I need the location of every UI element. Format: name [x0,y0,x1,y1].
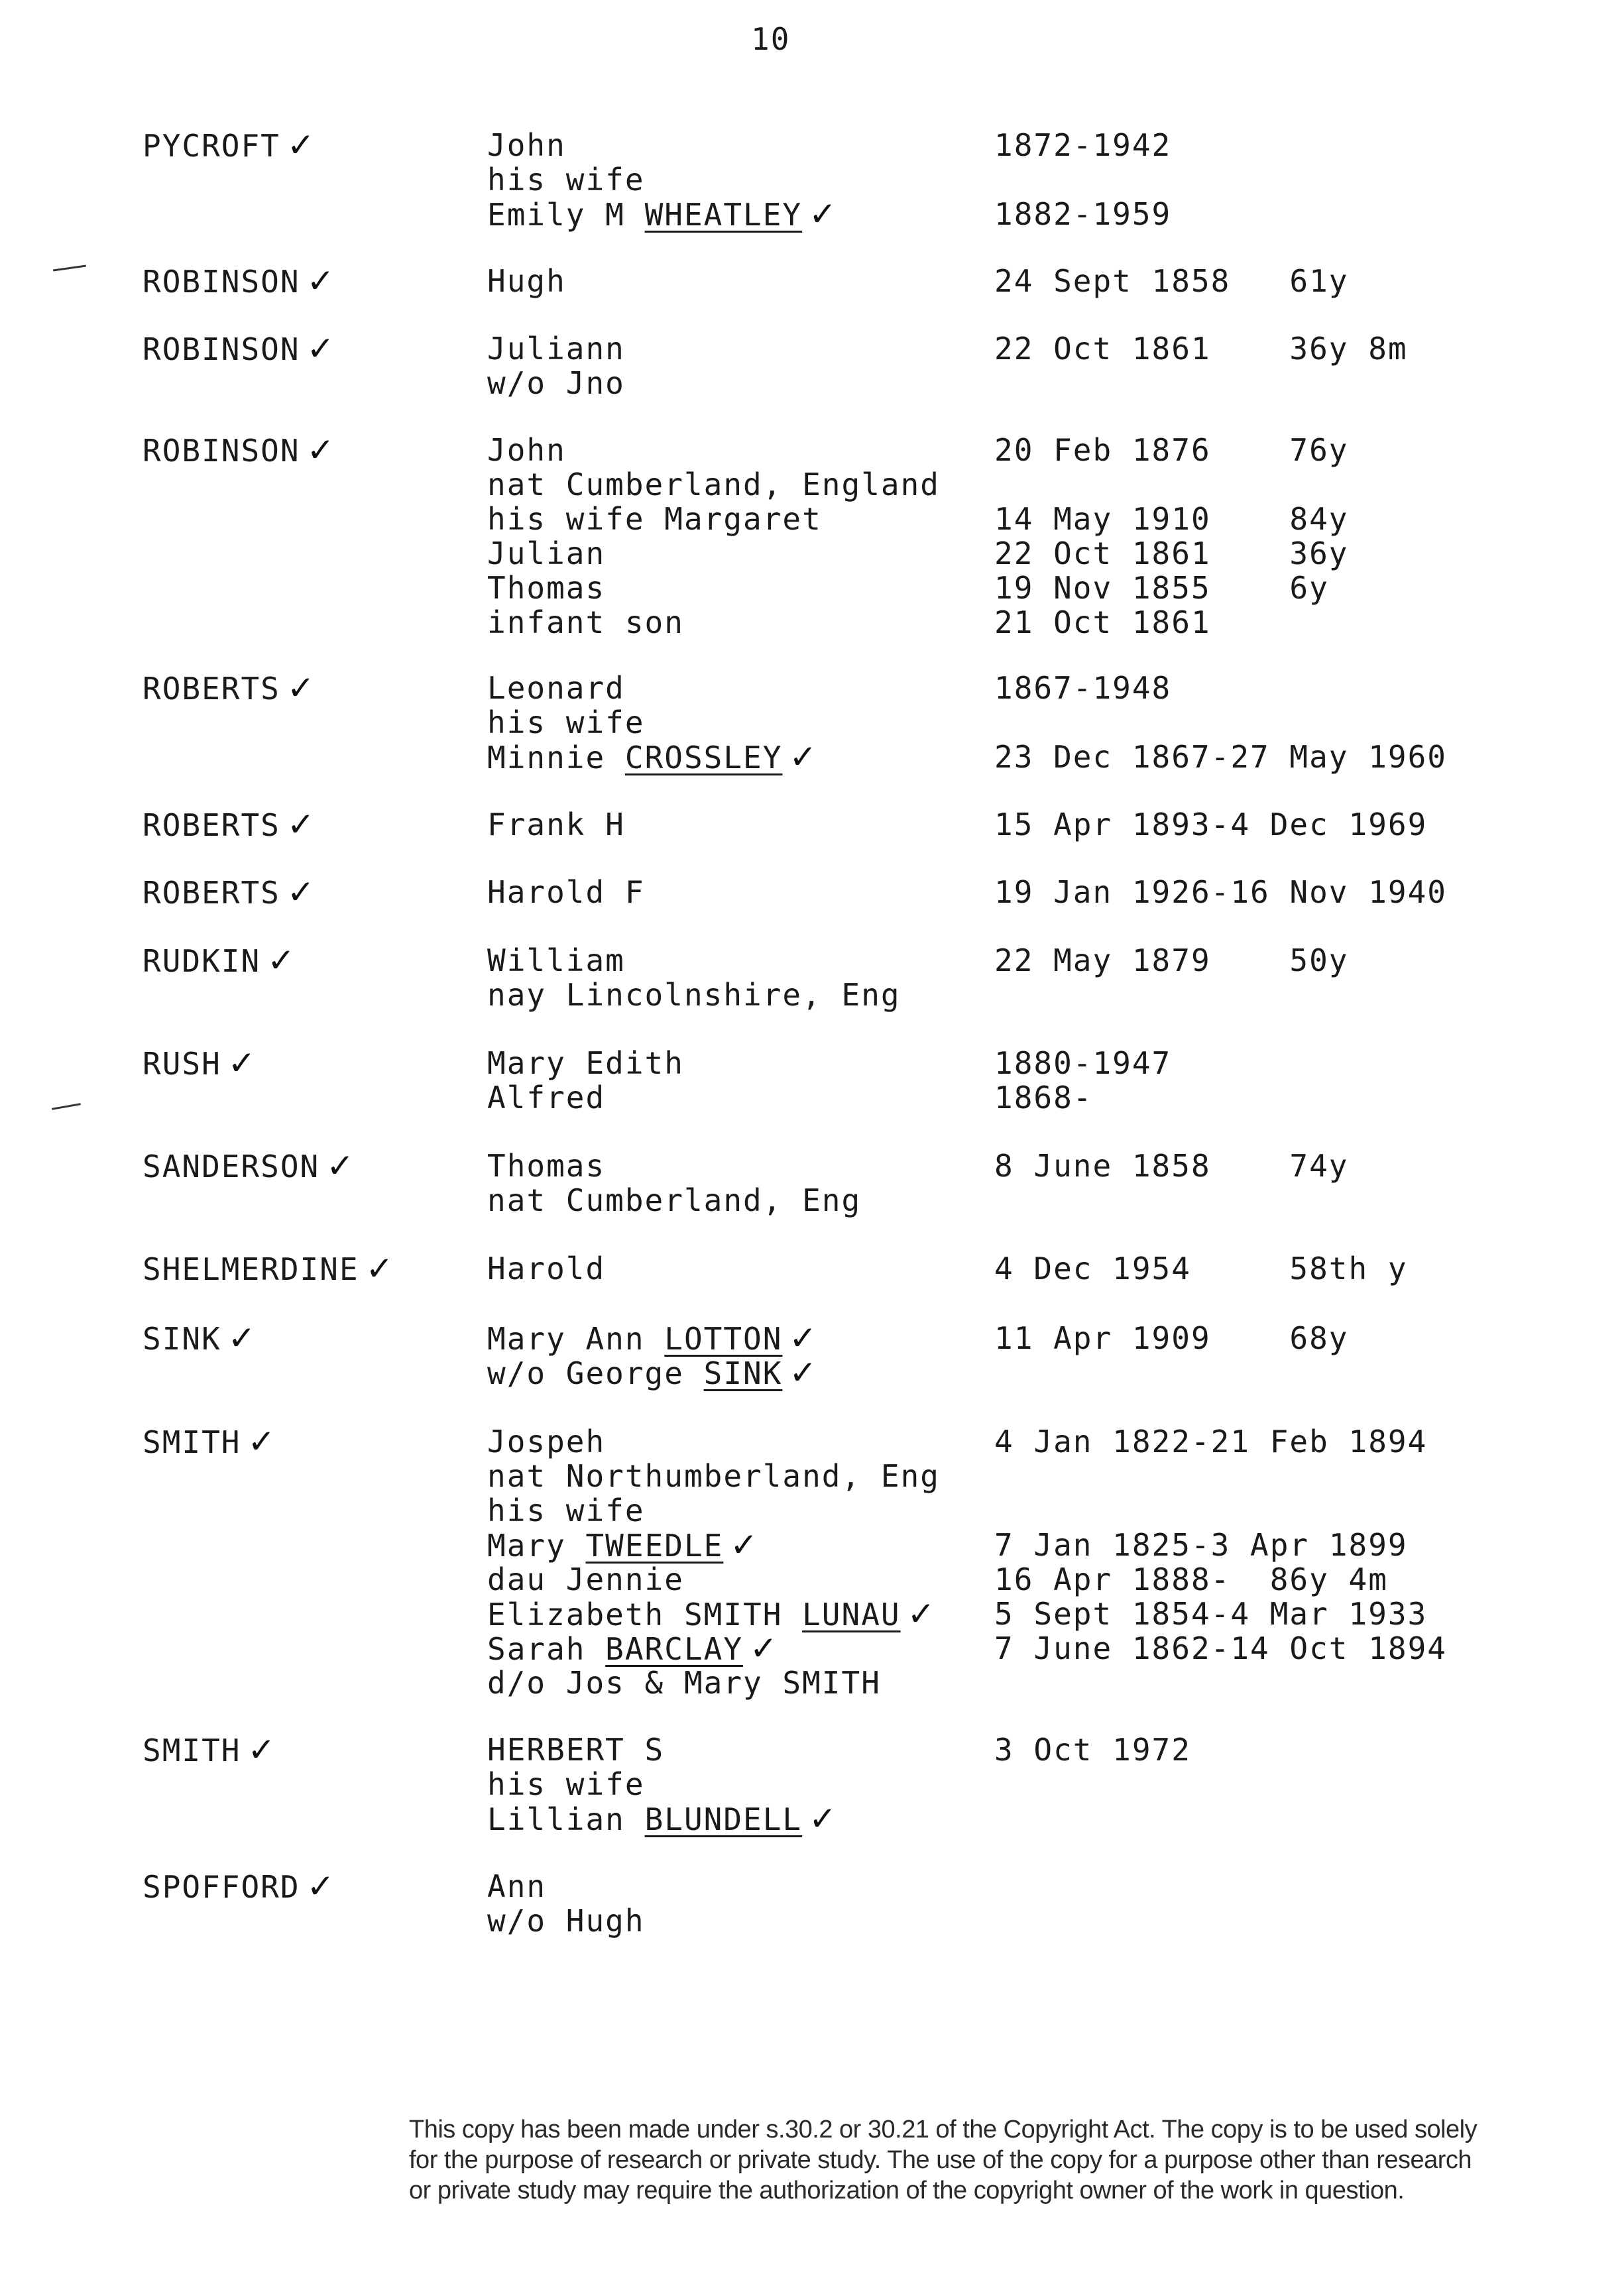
checkmark-icon: ✓ [365,1249,395,1288]
name-text: Leonard [487,670,625,706]
name-text: HERBERT S [487,1732,665,1768]
names-column [487,1424,940,1700]
maiden-surname: BARCLAY [605,1631,744,1667]
surname [143,1321,257,1356]
name-text: Ann [487,1868,547,1904]
name-line [487,1251,605,1286]
names-column [487,807,625,842]
dates-column [994,1321,1349,1355]
name-line [487,467,940,502]
dates-column [994,671,1447,774]
name-text: Emily M [487,197,645,233]
date-line [994,1666,1447,1700]
date-line: 1868- [994,1080,1093,1115]
surname-text: SHELMERDINE [143,1251,359,1287]
name-text: Thomas [487,570,606,606]
date-line: 11 Apr 1909 68y [994,1320,1349,1356]
date-line: 23 Dec 1867-27 May 1960 [994,739,1447,775]
name-text: Mary [487,1528,586,1564]
maiden-surname: CROSSLEY [624,740,783,775]
checkmark-icon: ✓ [326,1147,356,1185]
name-text: his wife [487,162,645,198]
name-line [487,1321,818,1355]
names-column [487,1869,645,1938]
checkmark-icon: ✓ [227,1319,257,1357]
name-line [487,1493,940,1528]
name-line [487,571,940,605]
checkmark-icon: ✓ [306,431,336,469]
name-line [487,197,838,231]
checkmark-icon: ✓ [267,941,297,980]
date-line [994,1459,1447,1493]
date-line: 14 May 1910 84y [994,501,1349,537]
surname [143,128,316,163]
checkmark-icon: ✓ [750,1629,779,1668]
names-column [487,433,940,640]
name-text: d/o Jos & Mary SMITH [487,1665,881,1701]
surname-text: SMITH [143,1424,241,1460]
surname-text: SMITH [143,1733,241,1768]
name-text: Harold F [487,874,645,910]
name-line [487,162,838,197]
checkmark-icon: ✓ [306,1867,336,1906]
name-text: Hugh [487,263,566,299]
name-line [487,1631,940,1666]
dates-column [994,433,1349,640]
surname-text: ROBINSON [143,331,300,367]
dates-column [994,1046,1171,1115]
names-column [487,875,645,909]
name-text: Julian [487,536,606,571]
name-line [487,807,625,842]
name-text: his wife [487,705,645,740]
date-line: 5 Sept 1854-4 Mar 1933 [994,1596,1428,1632]
name-text: w/o George [487,1355,704,1391]
surname [143,875,316,910]
surname [143,1149,355,1184]
dates-column [994,943,1349,978]
name-line [487,671,818,705]
checkmark-icon: ✓ [809,1799,839,1838]
name-text: his wife Margaret [487,501,822,537]
names-column [487,128,838,231]
date-line: 15 Apr 1893-4 Dec 1969 [994,807,1428,842]
name-text: Harold [487,1251,606,1286]
names-column [487,1149,861,1218]
date-line: 1867-1948 [994,670,1172,706]
page-number: 10 [751,21,791,57]
name-text: Mary Ann [487,1321,665,1357]
dates-column [994,1733,1191,1767]
name-text: John [487,127,566,163]
date-line: 22 Oct 1861 36y [994,536,1349,571]
name-line [487,502,940,536]
surname-text: ROBERTS [143,875,280,911]
name-line [487,1904,645,1938]
dates-column [994,331,1408,366]
date-line: 24 Sept 1858 61y [994,263,1349,299]
names-column [487,1321,818,1390]
date-line [994,1493,1447,1528]
date-line: 8 June 1858 74y [994,1148,1349,1184]
date-line: 22 Oct 1861 36y 8m [994,331,1408,367]
surname-text: SANDERSON [143,1149,320,1184]
dates-column [994,875,1447,909]
maiden-surname: LOTTON [664,1321,783,1357]
name-line [487,978,901,1012]
checkmark-icon: ✓ [907,1595,937,1633]
name-line [487,943,901,978]
dates-column [994,807,1427,842]
name-text: nat Cumberland, Eng [487,1182,862,1218]
name-line [487,1801,838,1836]
surname-text: ROBINSON [143,264,300,300]
name-text: infant son [487,604,684,640]
dates-column [994,264,1349,298]
names-column [487,671,818,774]
names-column [487,264,566,298]
date-line: 7 June 1862-14 Oct 1894 [994,1630,1447,1666]
name-text: Mary Edith [487,1045,684,1081]
copyright-line: This copy has been made under s.30.2 or 30.21 of the Copyright Act. The copy is to be used solely [409,2116,1478,2143]
name-text: Lillian [487,1801,645,1837]
date-line: 4 Dec 1954 58th y [994,1251,1408,1286]
date-line: 1872-1942 [994,127,1172,163]
name-line [487,1666,940,1700]
checkmark-icon: ✓ [789,738,819,776]
surname-text: ROBINSON [143,433,300,469]
date-line: 21 Oct 1861 [994,604,1211,640]
date-line [994,705,1447,740]
checkmark-icon: ✓ [789,1319,819,1357]
name-line [487,1355,818,1390]
dates-column [994,1149,1349,1183]
checkmark-icon: ✓ [306,262,336,300]
surname-text: RUDKIN [143,943,261,979]
checkmark-icon: ✓ [286,126,316,164]
name-line [487,740,818,774]
names-column [487,1251,605,1286]
name-line [487,1528,940,1562]
maiden-surname: BLUNDELL [644,1801,803,1837]
date-line: 20 Feb 1876 76y [994,432,1349,468]
checkmark-icon: ✓ [306,329,336,368]
surname [143,433,335,468]
surname [143,331,335,367]
copyright-line: for the purpose of research or private study. The use of the copy for a purpose other than research [409,2146,1472,2174]
checkmark-icon: ✓ [286,669,316,707]
date-line: 16 Apr 1888- 86y 4m [994,1562,1388,1597]
surname [143,1046,257,1081]
name-text: nat Cumberland, England [487,467,940,502]
name-line [487,1767,838,1801]
name-text: nat Northumberland, Eng [487,1458,940,1494]
name-line [487,1149,861,1183]
surname [143,1251,395,1286]
name-text: Sarah [487,1631,606,1667]
name-line [487,605,940,640]
checkmark-icon: ✓ [286,873,316,911]
date-line: 19 Jan 1926-16 Nov 1940 [994,874,1447,910]
checkmark-icon: ✓ [286,805,316,844]
date-line: 1880-1947 [994,1045,1172,1081]
names-column [487,331,625,400]
date-line: 3 Oct 1972 [994,1732,1191,1768]
maiden-surname: LUNAU [802,1597,901,1632]
maiden-surname: TWEEDLE [585,1528,724,1564]
name-line [487,1597,940,1631]
surname [143,671,316,706]
name-line [487,1733,838,1767]
copyright-line: or private study may require the authorization of the copyright owner of the work in question. [409,2177,1405,2204]
surname-text: ROBERTS [143,671,280,707]
surname [143,1424,276,1459]
surname [143,807,316,842]
name-text: Thomas [487,1148,606,1184]
name-text: nay Lincolnshire, Eng [487,977,901,1013]
dates-column [994,1424,1447,1700]
checkmark-icon: ✓ [809,195,839,233]
surname-text: SINK [143,1321,221,1357]
name-text: w/o Hugh [487,1903,645,1939]
surname [143,264,335,299]
dates-column [994,128,1171,231]
name-line [487,264,566,298]
surname [143,943,296,978]
surname [143,1869,335,1904]
name-text: Frank H [487,807,625,842]
date-line: 4 Jan 1822-21 Feb 1894 [994,1424,1428,1459]
names-column [487,1046,684,1115]
name-text: Alfred [487,1080,606,1115]
checkmark-icon: ✓ [789,1353,819,1392]
surname-text: PYCROFT [143,128,280,164]
name-line [487,1562,940,1597]
name-text: John [487,432,566,468]
date-line: 22 May 1879 50y [994,942,1349,978]
maiden-surname: SINK [703,1355,783,1391]
surname-text: RUSH [143,1046,221,1082]
name-line [487,1424,940,1459]
name-text: Jospeh [487,1424,606,1459]
name-line [487,1080,684,1115]
name-text: his wife [487,1766,645,1802]
name-text: Minnie [487,740,625,775]
surname-text: ROBERTS [143,807,280,843]
dates-column [994,1251,1408,1286]
checkmark-icon: ✓ [247,1731,277,1769]
date-line [994,467,1349,502]
name-line [487,1183,861,1218]
date-line: 19 Nov 1855 6y [994,570,1329,606]
date-line [994,162,1171,197]
copyright-notice [409,2114,1615,2206]
date-line: 1882-1959 [994,196,1172,232]
names-column [487,943,901,1012]
name-line [487,331,625,366]
name-line [487,536,940,571]
name-line [487,1046,684,1080]
checkmark-icon: ✓ [730,1526,760,1564]
name-line [487,705,818,740]
name-text: w/o Jno [487,365,625,401]
name-text: dau Jennie [487,1562,684,1597]
maiden-surname: WHEATLEY [644,197,803,233]
name-line [487,128,838,162]
checkmark-icon: ✓ [247,1422,277,1461]
name-text: Elizabeth SMITH [487,1597,803,1632]
name-line [487,433,940,467]
name-line [487,1459,940,1493]
checkmark-icon: ✓ [227,1044,257,1082]
name-line [487,1869,645,1904]
date-line: 7 Jan 1825-3 Apr 1899 [994,1527,1408,1563]
name-text: his wife [487,1493,645,1528]
name-line [487,875,645,909]
name-text: William [487,942,625,978]
surname [143,1733,276,1768]
name-text: Juliann [487,331,625,367]
names-column [487,1733,838,1836]
name-line [487,366,625,400]
surname-text: SPOFFORD [143,1869,300,1905]
